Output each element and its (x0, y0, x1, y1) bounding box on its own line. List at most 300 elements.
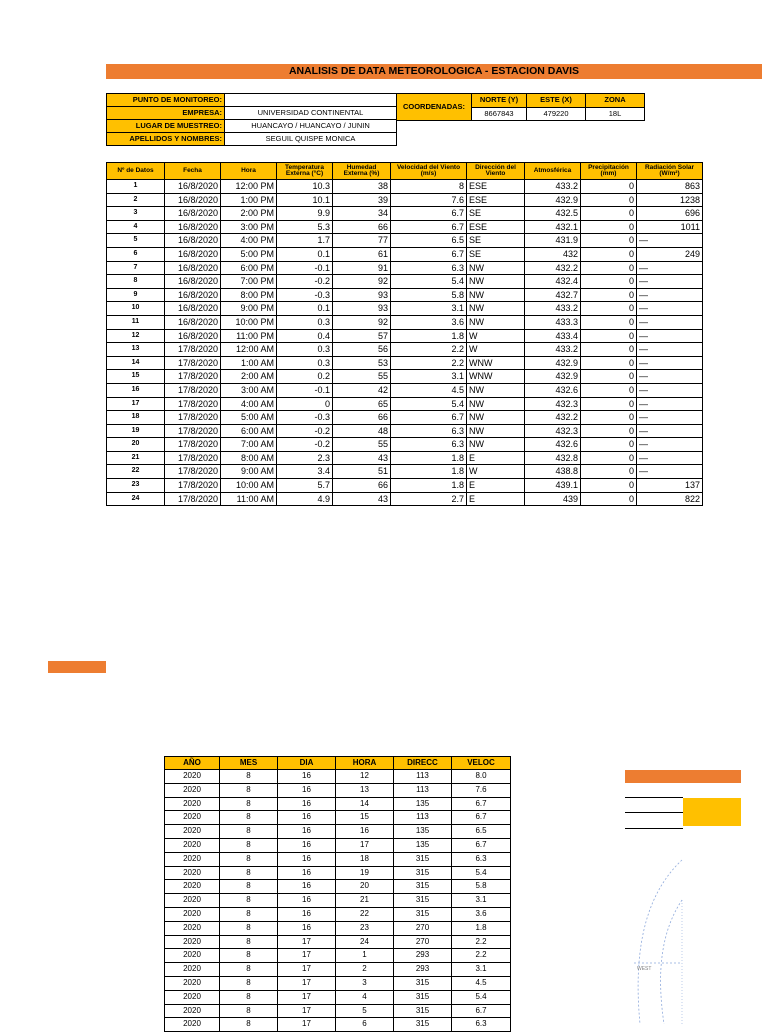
table-cell: 1 (107, 180, 165, 194)
table-row (107, 370, 703, 384)
table-cell: 2.3 (277, 451, 333, 465)
table-cell: 55 (333, 438, 391, 452)
wind-cell: 8 (220, 770, 278, 784)
table-cell: 51 (333, 465, 391, 479)
table-cell: 5.4 (391, 275, 467, 289)
wind-cell: 16 (336, 825, 394, 839)
table-cell: 6.7 (391, 207, 467, 221)
table-cell: 6.3 (391, 424, 467, 438)
wind-row (165, 866, 511, 880)
coord-header-este: ESTE (X) (527, 94, 586, 108)
table-cell: 17/8/2020 (165, 397, 221, 411)
section-marker (48, 661, 106, 673)
table-row (107, 479, 703, 493)
table-cell: NW (467, 383, 525, 397)
table-cell: 2.2 (391, 343, 467, 357)
windrose-west-label: WEST (637, 966, 652, 972)
wind-cell: 16 (278, 880, 336, 894)
wind-cell: 3 (336, 976, 394, 990)
table-cell: 432.3 (525, 424, 581, 438)
table-cell: NW (467, 275, 525, 289)
wind-cell: 16 (278, 921, 336, 935)
table-cell: -0.2 (277, 275, 333, 289)
table-cell: 9.9 (277, 207, 333, 221)
table-cell: 17/8/2020 (165, 343, 221, 357)
table-cell: 432.6 (525, 383, 581, 397)
wind-cell: 315 (394, 907, 452, 921)
wind-cell: 8 (220, 1004, 278, 1018)
table-cell: 3.1 (391, 302, 467, 316)
table-cell: 0 (581, 234, 637, 248)
table-cell: 17/8/2020 (165, 465, 221, 479)
wind-cell: 5.4 (452, 866, 511, 880)
wind-cell: 16 (278, 770, 336, 784)
table-row (107, 397, 703, 411)
table-cell: 66 (333, 220, 391, 234)
table-cell: 433.4 (525, 329, 581, 343)
table-cell: 0 (581, 438, 637, 452)
table-cell: — (637, 315, 703, 329)
wind-row (165, 963, 511, 977)
table-cell: 2.7 (391, 492, 467, 506)
table-cell: W (467, 465, 525, 479)
table-cell: E (467, 479, 525, 493)
table-cell: 12:00 AM (221, 343, 277, 357)
column-header: Nº de Datos (107, 163, 165, 180)
table-cell: 2 (107, 193, 165, 207)
wind-cell: 2020 (165, 825, 220, 839)
table-cell: 863 (637, 180, 703, 194)
wind-cell: 21 (336, 894, 394, 908)
wind-cell: 5.4 (452, 990, 511, 1004)
wind-cell: 315 (394, 976, 452, 990)
table-cell: — (637, 302, 703, 316)
table-cell: 432 (525, 247, 581, 261)
table-row (107, 247, 703, 261)
table-cell: 2.2 (391, 356, 467, 370)
info-label: APELLIDOS Y NOMBRES: (107, 133, 225, 146)
table-cell: W (467, 329, 525, 343)
windrose-outer-ring (638, 860, 682, 1024)
table-cell: 433.3 (525, 315, 581, 329)
wind-cell: 23 (336, 921, 394, 935)
table-cell: 696 (637, 207, 703, 221)
table-cell: 10.1 (277, 193, 333, 207)
table-cell: 56 (333, 343, 391, 357)
column-header: Temperatura Externa (°C) (277, 163, 333, 180)
table-cell: NW (467, 438, 525, 452)
wind-cell: 20 (336, 880, 394, 894)
table-cell: 5:00 PM (221, 247, 277, 261)
wind-row (165, 852, 511, 866)
table-cell: 6:00 PM (221, 261, 277, 275)
table-cell: 34 (333, 207, 391, 221)
table-cell: 9 (107, 288, 165, 302)
wind-row (165, 894, 511, 908)
wind-cell: 8 (220, 797, 278, 811)
table-cell: 432.1 (525, 220, 581, 234)
table-cell: 55 (333, 370, 391, 384)
table-cell: 2:00 AM (221, 370, 277, 384)
wind-cell: 113 (394, 770, 452, 784)
wind-cell: 135 (394, 825, 452, 839)
table-cell: 11:00 PM (221, 329, 277, 343)
table-cell: 433.2 (525, 343, 581, 357)
wind-cell: 16 (278, 797, 336, 811)
table-row (107, 315, 703, 329)
wind-cell: 315 (394, 990, 452, 1004)
table-cell: — (637, 261, 703, 275)
table-cell: 432.2 (525, 261, 581, 275)
table-cell: 6.7 (391, 220, 467, 234)
table-cell: 15 (107, 370, 165, 384)
wind-cell: 4.5 (452, 976, 511, 990)
wind-cell: 315 (394, 1004, 452, 1018)
info-table (106, 93, 397, 146)
coordinates-table (396, 93, 645, 121)
wind-cell: 2020 (165, 811, 220, 825)
wind-row (165, 825, 511, 839)
table-cell: 10 (107, 302, 165, 316)
table-cell: 23 (107, 479, 165, 493)
table-cell: 4 (107, 220, 165, 234)
table-cell: 8:00 PM (221, 288, 277, 302)
info-row (107, 120, 397, 133)
side-panel-box (625, 797, 683, 829)
wind-cell: 8 (220, 838, 278, 852)
table-cell: 432.9 (525, 193, 581, 207)
table-cell: 137 (637, 479, 703, 493)
table-cell: 21 (107, 451, 165, 465)
table-cell: 0.2 (277, 370, 333, 384)
table-cell: 6:00 AM (221, 424, 277, 438)
table-row (107, 383, 703, 397)
table-cell: 53 (333, 356, 391, 370)
table-cell: 0 (581, 207, 637, 221)
wind-cell: 8 (220, 935, 278, 949)
wind-cell: 113 (394, 811, 452, 825)
table-cell: 0 (581, 411, 637, 425)
table-cell: — (637, 383, 703, 397)
table-cell: — (637, 451, 703, 465)
table-cell: 5.3 (277, 220, 333, 234)
wind-cell: 24 (336, 935, 394, 949)
table-cell: E (467, 451, 525, 465)
table-cell: 432.2 (525, 411, 581, 425)
table-row (107, 288, 703, 302)
wind-row (165, 770, 511, 784)
wind-cell: 1.8 (452, 921, 511, 935)
wind-cell: 2020 (165, 770, 220, 784)
table-cell: 20 (107, 438, 165, 452)
wind-cell: 8 (220, 963, 278, 977)
table-cell: 12 (107, 329, 165, 343)
table-cell: 1.8 (391, 465, 467, 479)
table-cell: 432.5 (525, 207, 581, 221)
wind-cell: 2020 (165, 894, 220, 908)
wind-row (165, 921, 511, 935)
table-cell: 249 (637, 247, 703, 261)
wind-cell: 8 (220, 1018, 278, 1032)
info-label: LUGAR DE MUESTREO: (107, 120, 225, 133)
wind-cell: 16 (278, 907, 336, 921)
wind-cell: 6.7 (452, 811, 511, 825)
wind-cell: 16 (278, 811, 336, 825)
wind-cell: 135 (394, 797, 452, 811)
table-cell: NW (467, 397, 525, 411)
table-cell: 0 (581, 315, 637, 329)
table-cell: 4.5 (391, 383, 467, 397)
table-cell: NW (467, 315, 525, 329)
info-label: EMPRESA: (107, 107, 225, 120)
wind-cell: 22 (336, 907, 394, 921)
wind-cell: 2020 (165, 852, 220, 866)
side-orange-bar (625, 770, 741, 783)
table-cell: 0 (581, 492, 637, 506)
table-cell: 3.1 (391, 370, 467, 384)
table-cell: -0.3 (277, 288, 333, 302)
table-cell: 93 (333, 302, 391, 316)
table-cell: 10.3 (277, 180, 333, 194)
wind-cell: 5.8 (452, 880, 511, 894)
table-cell: 0 (581, 383, 637, 397)
table-cell: 0 (581, 261, 637, 275)
weather-data-table (106, 162, 703, 506)
table-row (107, 424, 703, 438)
table-cell: 16/8/2020 (165, 315, 221, 329)
table-row (107, 438, 703, 452)
wind-cell: 17 (278, 1004, 336, 1018)
coordinates-label: COORDENADAS: (397, 94, 472, 121)
table-row (107, 411, 703, 425)
wind-cell: 12 (336, 770, 394, 784)
wind-cell: 315 (394, 894, 452, 908)
table-cell: 17/8/2020 (165, 451, 221, 465)
wind-column-header: VELOC (452, 757, 511, 770)
table-cell: 1.8 (391, 329, 467, 343)
table-cell: 0 (581, 424, 637, 438)
table-row (107, 343, 703, 357)
table-cell: ESE (467, 180, 525, 194)
wind-row (165, 1018, 511, 1032)
wind-cell: 113 (394, 783, 452, 797)
table-cell: 0 (581, 180, 637, 194)
wind-row (165, 1004, 511, 1018)
wind-cell: 19 (336, 866, 394, 880)
table-cell: 4:00 PM (221, 234, 277, 248)
table-cell: 3 (107, 207, 165, 221)
table-cell: 1011 (637, 220, 703, 234)
table-cell: 0.3 (277, 356, 333, 370)
wind-column-header: DIA (278, 757, 336, 770)
wind-row (165, 990, 511, 1004)
table-cell: 93 (333, 288, 391, 302)
wind-cell: 293 (394, 963, 452, 977)
table-cell: 65 (333, 397, 391, 411)
table-row (107, 302, 703, 316)
wind-cell: 293 (394, 949, 452, 963)
wind-cell: 15 (336, 811, 394, 825)
wind-cell: 315 (394, 1018, 452, 1032)
wind-cell: 2020 (165, 880, 220, 894)
wind-cell: 16 (278, 783, 336, 797)
table-cell: 432.8 (525, 451, 581, 465)
wind-column-header: AÑO (165, 757, 220, 770)
table-cell: 42 (333, 383, 391, 397)
wind-cell: 16 (278, 894, 336, 908)
info-value (225, 94, 397, 107)
wind-cell: 2020 (165, 990, 220, 1004)
table-cell: 3.4 (277, 465, 333, 479)
table-row (107, 261, 703, 275)
info-value: HUANCAYO / HUANCAYO / JUNIN (225, 120, 397, 133)
table-cell: E (467, 492, 525, 506)
table-cell: 0 (581, 465, 637, 479)
table-cell: 8:00 AM (221, 451, 277, 465)
table-cell: 17/8/2020 (165, 370, 221, 384)
table-cell: 17/8/2020 (165, 424, 221, 438)
wind-cell: 6.7 (452, 1004, 511, 1018)
wind-cell: 315 (394, 880, 452, 894)
table-cell: 92 (333, 315, 391, 329)
table-cell: — (637, 465, 703, 479)
table-cell: — (637, 370, 703, 384)
table-cell: 12:00 PM (221, 180, 277, 194)
table-cell: 13 (107, 343, 165, 357)
table-cell: 0.3 (277, 315, 333, 329)
page-title: ANALISIS DE DATA METEOROLOGICA - ESTACION DAVIS (288, 65, 580, 77)
table-cell: 0 (581, 220, 637, 234)
wind-cell: 8 (220, 907, 278, 921)
wind-cell: 2020 (165, 838, 220, 852)
table-cell: 3:00 PM (221, 220, 277, 234)
wind-cell: 6.3 (452, 852, 511, 866)
table-cell: 22 (107, 465, 165, 479)
wind-row (165, 783, 511, 797)
table-cell: 16/8/2020 (165, 275, 221, 289)
wind-cell: 2020 (165, 783, 220, 797)
table-cell: — (637, 343, 703, 357)
table-cell: 3.6 (391, 315, 467, 329)
column-header: Precipitación (mm) (581, 163, 637, 180)
table-cell: WNW (467, 356, 525, 370)
table-cell: 432.3 (525, 397, 581, 411)
table-row (107, 329, 703, 343)
table-cell: 16/8/2020 (165, 261, 221, 275)
wind-cell: 17 (336, 838, 394, 852)
table-cell: 17/8/2020 (165, 411, 221, 425)
table-cell: 7:00 PM (221, 275, 277, 289)
table-cell: 43 (333, 492, 391, 506)
wind-cell: 17 (278, 990, 336, 1004)
wind-cell: 8 (220, 949, 278, 963)
table-cell: NW (467, 302, 525, 316)
wind-cell: 3.6 (452, 907, 511, 921)
wind-cell: 2020 (165, 1018, 220, 1032)
table-row (107, 193, 703, 207)
table-cell: 3:00 AM (221, 383, 277, 397)
table-cell: 6.7 (391, 411, 467, 425)
table-cell: 1.8 (391, 479, 467, 493)
info-value: SEGUIL QUISPE MONICA (225, 133, 397, 146)
table-cell: 0 (581, 397, 637, 411)
wind-cell: 6.3 (452, 1018, 511, 1032)
table-cell: 0.1 (277, 302, 333, 316)
wind-row (165, 907, 511, 921)
table-cell: 7:00 AM (221, 438, 277, 452)
table-cell: WNW (467, 370, 525, 384)
table-cell: 17 (107, 397, 165, 411)
column-header: Dirección del Viento (467, 163, 525, 180)
wind-cell: 270 (394, 935, 452, 949)
table-cell: 91 (333, 261, 391, 275)
table-cell: -0.2 (277, 424, 333, 438)
wind-row (165, 880, 511, 894)
wind-cell: 6.7 (452, 838, 511, 852)
wind-cell: 17 (278, 976, 336, 990)
column-header: Hora (221, 163, 277, 180)
table-cell: 0 (581, 356, 637, 370)
table-cell: — (637, 275, 703, 289)
wind-cell: 17 (278, 963, 336, 977)
table-cell: — (637, 329, 703, 343)
table-cell: 432.7 (525, 288, 581, 302)
table-cell: 439 (525, 492, 581, 506)
side-gold-box (683, 798, 741, 826)
wind-cell: 135 (394, 838, 452, 852)
table-cell: 16/8/2020 (165, 329, 221, 343)
table-cell: 0 (581, 275, 637, 289)
table-cell: — (637, 397, 703, 411)
coord-value-este: 479220 (527, 107, 586, 121)
wind-row (165, 935, 511, 949)
table-cell: ESE (467, 220, 525, 234)
table-cell: -0.2 (277, 438, 333, 452)
table-cell: 11:00 AM (221, 492, 277, 506)
wind-column-header: MES (220, 757, 278, 770)
wind-row (165, 949, 511, 963)
table-cell: 5.8 (391, 288, 467, 302)
table-cell: 48 (333, 424, 391, 438)
wind-cell: 5 (336, 1004, 394, 1018)
wind-cell: 1 (336, 949, 394, 963)
table-row (107, 207, 703, 221)
table-cell: 77 (333, 234, 391, 248)
table-cell: 39 (333, 193, 391, 207)
table-row (107, 492, 703, 506)
wind-cell: 7.6 (452, 783, 511, 797)
table-cell: 57 (333, 329, 391, 343)
wind-cell: 8 (220, 852, 278, 866)
table-cell: 1:00 PM (221, 193, 277, 207)
info-label: PUNTO DE MONITOREO: (107, 94, 225, 107)
wind-cell: 16 (278, 852, 336, 866)
table-row (107, 356, 703, 370)
table-cell: 433.2 (525, 180, 581, 194)
wind-column-header: DIRECC (394, 757, 452, 770)
wind-cell: 17 (278, 935, 336, 949)
table-cell: -0.3 (277, 411, 333, 425)
table-cell: 66 (333, 479, 391, 493)
table-cell: 14 (107, 356, 165, 370)
wind-row (165, 797, 511, 811)
wind-cell: 8 (220, 783, 278, 797)
wind-cell: 14 (336, 797, 394, 811)
table-cell: 432.4 (525, 275, 581, 289)
table-cell: 1238 (637, 193, 703, 207)
table-cell: 17/8/2020 (165, 438, 221, 452)
table-cell: 439.1 (525, 479, 581, 493)
